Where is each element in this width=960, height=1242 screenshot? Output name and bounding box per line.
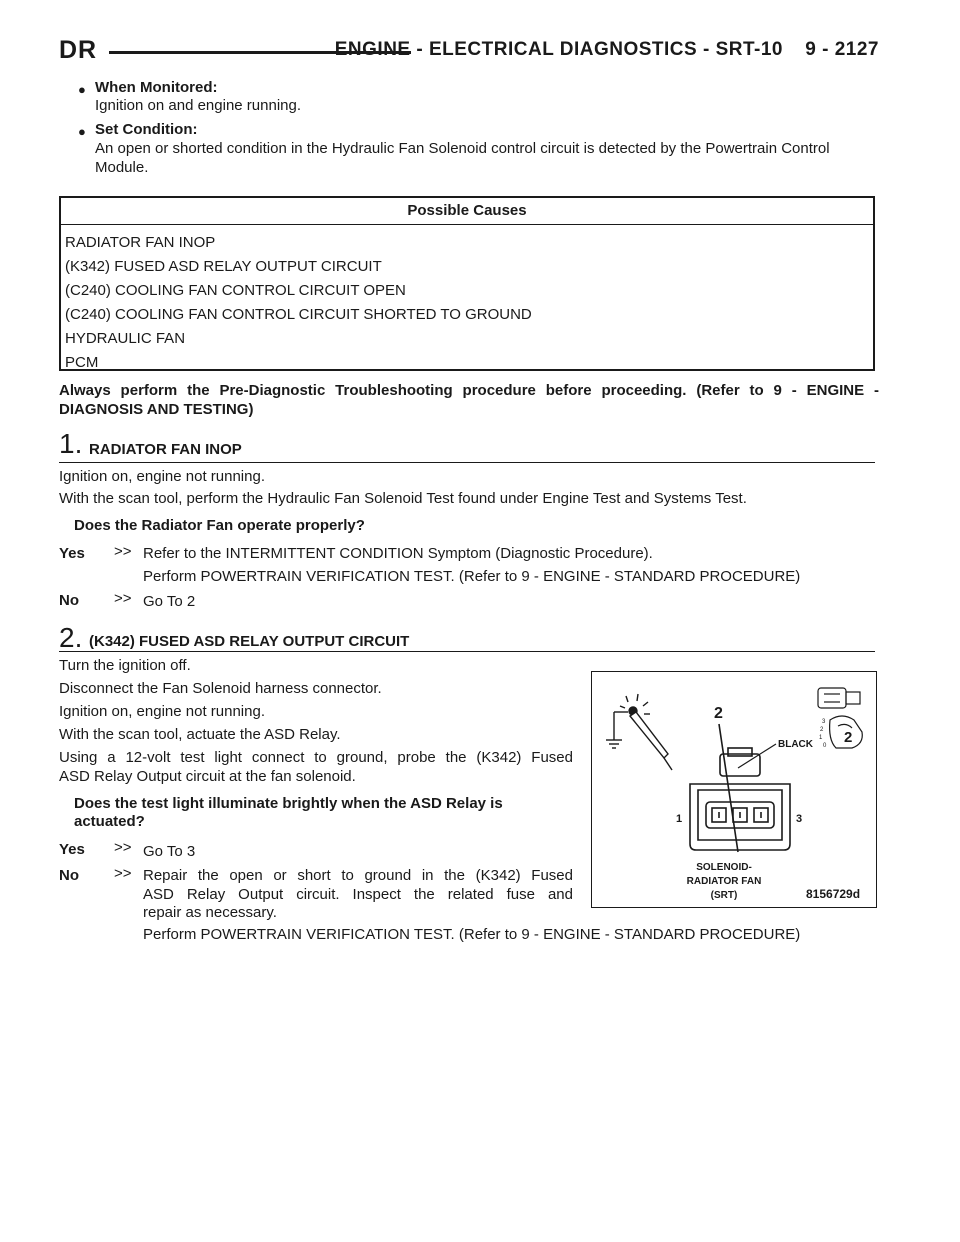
test-light-icon [606, 694, 672, 770]
set-condition-text: Module. [95, 159, 149, 176]
page-number: 9 - 2127 [805, 39, 879, 60]
arrow-icon: >> [114, 839, 132, 856]
step-question: actuated? [74, 813, 145, 830]
possible-causes-table [59, 196, 875, 371]
step-question: Does the Radiator Fan operate properly? [74, 517, 365, 534]
header-title: ENGINE - ELECTRICAL DIAGNOSTICS - SRT-10 [334, 39, 783, 60]
cause-item: (C240) COOLING FAN CONTROL CIRCUIT OPEN [65, 282, 406, 299]
step-instruction: ASD Relay Output circuit at the fan solenoid. [59, 768, 356, 785]
running-header [59, 36, 879, 66]
set-condition-text: An open or shorted condition in the Hydraulic Fan Solenoid control circuit is detected by the Powertrain Control [95, 140, 830, 157]
step-instruction: With the scan tool, perform the Hydraulic Fan Solenoid Test found under Engine Test and Systems Test. [59, 490, 747, 507]
pin-3-label: 3 [796, 813, 803, 825]
no-label: No [59, 867, 79, 884]
step-title: (K342) FUSED ASD RELAY OUTPUT CIRCUIT [89, 633, 410, 650]
when-monitored-label: When Monitored: [95, 79, 218, 96]
arrow-icon: >> [114, 590, 132, 607]
cause-item: HYDRAULIC FAN [65, 330, 186, 347]
figure-caption: SOLENOID- [696, 862, 752, 873]
yes-action: Go To 3 [143, 843, 196, 860]
yes-action: Refer to the INTERMITTENT CONDITION Symptom (Diagnostic Procedure). [143, 545, 653, 562]
connector-diagram [592, 672, 876, 907]
yes-action: Perform POWERTRAIN VERIFICATION TEST. (Refer to 9 - ENGINE - STANDARD PROCEDURE) [143, 568, 801, 585]
no-label: No [59, 592, 79, 609]
arrow-icon: >> [114, 543, 132, 560]
no-action: repair as necessary. [143, 904, 277, 921]
inset-scale-label: 0 [823, 743, 827, 749]
yes-label: Yes [59, 545, 85, 562]
step-instruction: Using a 12-volt test light connect to ground, probe the (K342) Fused [59, 749, 573, 766]
bullet-icon: ● [78, 124, 86, 139]
step-number: 1. [59, 428, 83, 459]
set-condition-label: Set Condition: [95, 121, 198, 138]
solenoid-connector-icon [690, 748, 790, 850]
pre-diagnostic-notice: Always perform the Pre-Diagnostic Troubleshooting procedure before proceeding. (Refer to 9 - ENGINE - [59, 382, 879, 399]
bullet-icon: ● [78, 82, 86, 97]
step-title: RADIATOR FAN INOP [89, 441, 242, 458]
figure-caption: (SRT) [710, 890, 738, 901]
no-action: Repair the open or short to ground in the (K342) Fused [143, 867, 573, 884]
step-instruction: Turn the ignition off. [59, 657, 191, 674]
inset-scale-label: 2 [820, 727, 824, 733]
pre-diagnostic-notice: DIAGNOSIS AND TESTING) [59, 401, 254, 418]
no-action: ASD Relay Output circuit. Inspect the related fuse and [143, 886, 573, 903]
pin-callout: 2 [714, 705, 723, 722]
step-question: Does the test light illuminate brightly when the ASD Relay is [74, 795, 503, 812]
connector-inset-icon [818, 688, 862, 748]
step-number: 2. [59, 622, 83, 653]
step-instruction: With the scan tool, actuate the ASD Relay. [59, 726, 341, 743]
section-code: DR [59, 36, 98, 64]
possible-causes-heading: Possible Causes [61, 198, 873, 225]
pin-1-label: 1 [676, 813, 683, 825]
no-action: Perform POWERTRAIN VERIFICATION TEST. (Refer to 9 - ENGINE - STANDARD PROCEDURE) [143, 926, 801, 943]
inset-scale-label: 3 [822, 719, 826, 725]
step-instruction: Disconnect the Fan Solenoid harness connector. [59, 680, 382, 697]
inset-scale-label: 1 [819, 735, 823, 741]
connector-figure [591, 671, 877, 908]
no-action: Go To 2 [143, 593, 196, 610]
cause-item: RADIATOR FAN INOP [65, 234, 216, 251]
cause-item: PCM [65, 354, 99, 371]
step-rule [59, 462, 875, 463]
yes-label: Yes [59, 841, 85, 858]
figure-id: 8156729d [806, 887, 861, 901]
cause-item: (C240) COOLING FAN CONTROL CIRCUIT SHORTED TO GROUND [65, 306, 532, 323]
step-instruction: Ignition on, engine not running. [59, 703, 265, 720]
step-instruction: Ignition on, engine not running. [59, 468, 265, 485]
wire-color-label: BLACK [778, 739, 813, 750]
when-monitored-text: Ignition on and engine running. [95, 97, 302, 114]
figure-caption: RADIATOR FAN [686, 876, 762, 887]
inset-pin-label: 2 [844, 729, 853, 746]
step-rule [59, 651, 875, 652]
cause-item: (K342) FUSED ASD RELAY OUTPUT CIRCUIT [65, 258, 382, 275]
arrow-icon: >> [114, 865, 132, 882]
